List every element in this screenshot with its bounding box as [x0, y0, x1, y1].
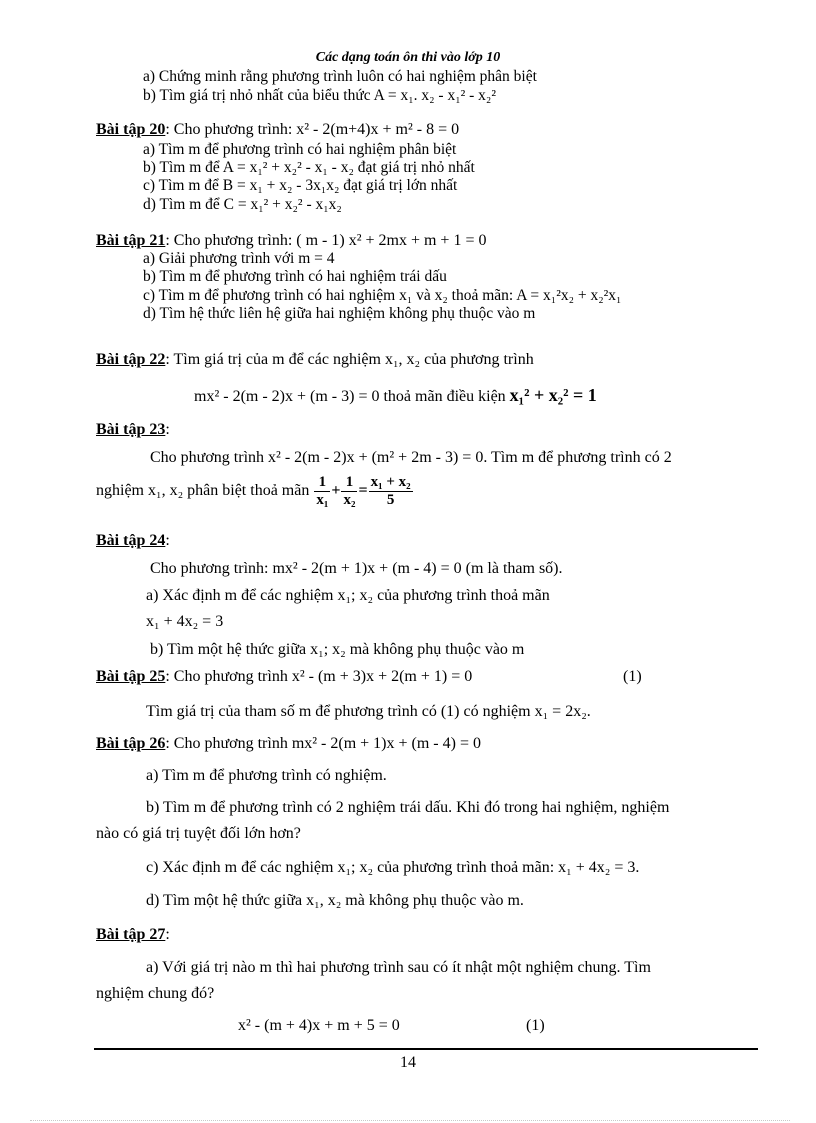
fraction-numerator: 1: [341, 474, 357, 492]
plus-sign: +: [331, 482, 341, 500]
exercise-23-text: nghiệm x₁, x₂ phân biệt thoả mãn: [96, 482, 310, 500]
exercise-27-colon: :: [165, 926, 170, 943]
exercise-22-equation: mx² - 2(m - 2)x + (m - 3) = 0 thoả mãn điều kiện: [194, 388, 506, 405]
exercise-24-header: [96, 532, 170, 550]
exercise-24-title: Bài tập 24: [96, 532, 166, 549]
exercise-19-part-b: b) Tìm giá trị nhỏ nhất của biểu thức A = x₁. x₂ - x₁² - x₂²: [143, 87, 496, 104]
exercise-27-equation-label: (1): [526, 1017, 545, 1034]
exercise-22-condition: x₁² + x₂² = 1: [509, 385, 597, 405]
exercise-20-part-a: a) Tìm m để phương trình có hai nghiệm phân biệt: [143, 141, 457, 158]
exercise-25-title: Bài tập 25: [96, 668, 166, 685]
exercise-24-part-b: b) Tìm một hệ thức giữa x₁; x₂ mà không phụ thuộc vào m: [150, 641, 525, 658]
fraction-denominator: 5: [386, 492, 395, 508]
page-bottom-border: [30, 1120, 790, 1121]
exercise-20-header: [96, 121, 459, 139]
exercise-22-text: : Tìm giá trị của m để các nghiệm x₁, x₂ của phương trình: [165, 351, 534, 368]
exercise-21-part-a: a) Giải phương trình với m = 4: [143, 250, 335, 267]
fraction-one-over-x1: [314, 474, 330, 509]
exercise-23-line-1: Cho phương trình x² - 2(m - 2)x + (m² + 2m - 3) = 0. Tìm m để phương trình có 2: [150, 449, 672, 466]
exercise-24-line-1: Cho phương trình: mx² - 2(m + 1)x + (m - 4) = 0 (m là tham số).: [150, 560, 563, 577]
exercise-26-part-c: c) Xác định m để các nghiệm x₁; x₂ của phương trình thoả mãn: x₁ + 4x₂ = 3.: [146, 859, 640, 876]
exercise-24-part-a-condition: x₁ + 4x₂ = 3: [146, 613, 224, 630]
exercise-23-title: Bài tập 23: [96, 421, 166, 438]
exercise-21-part-c: c) Tìm m để phương trình có hai nghiệm x₁ và x₂ thoả mãn: A = x₁²x₂ + x₂²x₁: [143, 287, 622, 304]
exercise-21-title: Bài tập 21: [96, 232, 166, 249]
exercise-26-title: Bài tập 26: [96, 735, 166, 752]
exercise-24-colon: :: [165, 532, 170, 549]
exercise-21-part-d: d) Tìm hệ thức liên hệ giữa hai nghiệm không phụ thuộc vào m: [143, 305, 536, 322]
exercise-22-line-2: [194, 386, 597, 406]
exercise-24-part-a: a) Xác định m để các nghiệm x₁; x₂ của phương trình thoả mãn: [146, 587, 550, 604]
exercise-22-line-1: [96, 351, 534, 369]
exercise-23-header: [96, 421, 170, 439]
exercise-20-title: Bài tập 20: [96, 121, 166, 138]
exercise-25-line-2: Tìm giá trị của tham số m để phương trình có (1) có nghiệm x₁ = 2x₂.: [146, 703, 591, 720]
exercise-21-part-b: b) Tìm m để phương trình có hai nghiệm trái dấu: [143, 268, 447, 285]
exercise-26-part-b-line-2: nào có giá trị tuyệt đối lớn hơn?: [96, 825, 301, 842]
exercise-26-equation: : Cho phương trình mx² - 2(m + 1)x + (m - 4) = 0: [165, 735, 481, 752]
exercise-26-part-a: a) Tìm m để phương trình có nghiệm.: [146, 767, 387, 784]
exercise-21-equation: : Cho phương trình: ( m - 1) x² + 2mx + m + 1 = 0: [165, 232, 487, 249]
exercise-25-header: [96, 668, 472, 686]
exercise-27-header: [96, 926, 170, 944]
fraction-numerator: x₁ + x₂: [370, 474, 411, 490]
exercise-21-header: [96, 232, 486, 250]
fraction-sum-over-five: [369, 474, 413, 509]
exercise-23-line-2: [96, 474, 414, 509]
fraction-numerator: 1: [314, 474, 330, 492]
footer-rule: [94, 1048, 758, 1050]
exercise-19-part-a: a) Chứng minh rằng phương trình luôn có hai nghiệm phân biệt: [143, 68, 537, 85]
page-number: 14: [400, 1054, 416, 1071]
exercise-26-part-d: d) Tìm một hệ thức giữa x₁, x₂ mà không phụ thuộc vào m.: [146, 892, 524, 909]
exercise-25-equation: : Cho phương trình x² - (m + 3)x + 2(m + 1) = 0: [165, 668, 473, 685]
fraction-denominator: x₁: [316, 492, 329, 508]
exercise-27-part-a-line-1: a) Với giá trị nào m thì hai phương trình sau có ít nhật một nghiệm chung. Tìm: [146, 959, 651, 976]
exercise-26-part-b-line-1: b) Tìm m để phương trình có 2 nghiệm trái dấu. Khi đó trong hai nghiệm, nghiệm: [146, 799, 670, 816]
equals-sign: =: [358, 482, 368, 500]
exercise-20-part-c: c) Tìm m để B = x₁ + x₂ - 3x₁x₂ đạt giá trị lớn nhất: [143, 177, 458, 194]
exercise-23-colon: :: [165, 421, 170, 438]
exercise-20-equation: : Cho phương trình: x² - 2(m+4)x + m² - 8 = 0: [165, 121, 460, 138]
exercise-27-equation: x² - (m + 4)x + m + 5 = 0: [238, 1017, 400, 1034]
exercise-27-part-a-line-2: nghiệm chung đó?: [96, 985, 215, 1002]
exercise-25-equation-label: (1): [623, 668, 642, 685]
fraction-denominator: x₂: [343, 492, 356, 508]
fraction-one-over-x2: [341, 474, 357, 509]
exercise-20-part-b: b) Tìm m để A = x₁² + x₂² - x₁ - x₂ đạt giá trị nhỏ nhất: [143, 159, 475, 176]
exercise-27-title: Bài tập 27: [96, 926, 166, 943]
exercise-20-part-d: d) Tìm m để C = x₁² + x₂² - x₁x₂: [143, 196, 342, 213]
exercise-26-header: [96, 735, 481, 753]
exercise-22-title: Bài tập 22: [96, 351, 166, 368]
running-header: Các dạng toán ôn thi vào lớp 10: [315, 50, 501, 65]
